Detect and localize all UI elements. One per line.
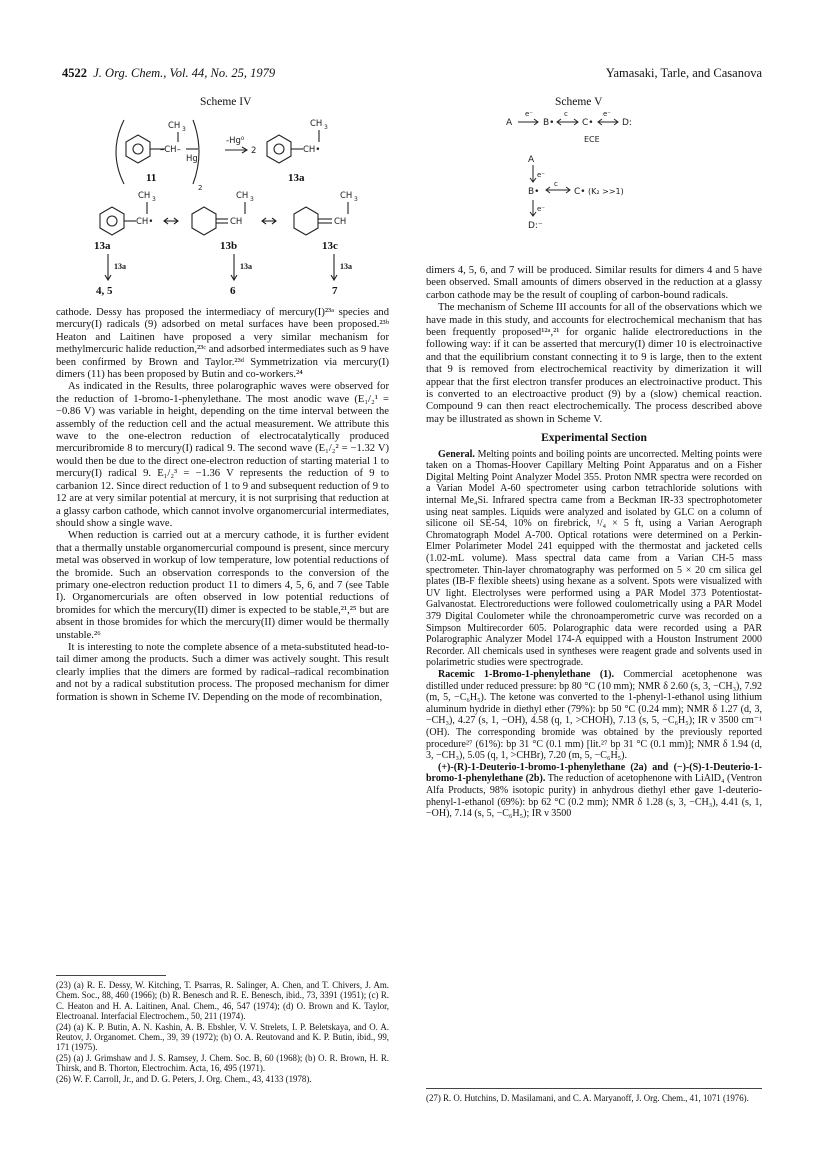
scheme-iv-label: 6 <box>230 285 236 297</box>
svg-text:3: 3 <box>182 126 186 133</box>
scheme-v-diagram <box>500 110 650 260</box>
svg-text:CH: CH <box>340 191 353 201</box>
running-header-authors: Yamasaki, Tarle, and Casanova <box>605 66 762 80</box>
paragraph: When reduction is carried out at a mercury cathode, it is further evident that a thermally unstable organomercurial compound is present, since mercury metal was observed in workup of low temperature, low potential reductions of the bromide. Such an observation corresponds to the conversion of the primary one-electron reduction product 11 to dimers 4, 5, 6, and 7 (see Table I). Organomercurials are often observed in low potential reductions of bromides for which the mercury(II) dimer is expected to be stable,²¹,²⁵ but are absent in those bromides for which the mercury(II) dimer would be thermally unstable.²⁶ <box>56 530 389 641</box>
scheme-v-title: Scheme V <box>555 96 603 108</box>
scheme-v-ece: ECE <box>584 135 600 144</box>
svg-text:D:⁻: D:⁻ <box>528 221 543 231</box>
svg-text:e⁻: e⁻ <box>537 171 546 179</box>
svg-text:CH: CH <box>236 191 249 201</box>
scheme-iv-diagram <box>90 112 380 302</box>
journal-citation: J. Org. Chem., Vol. 44, No. 25, 1979 <box>93 66 276 80</box>
svg-text:3: 3 <box>324 124 328 131</box>
scheme-iv-label: 7 <box>332 285 338 297</box>
svg-text:C•: C• <box>574 187 586 197</box>
paragraph-racemic <box>426 669 762 762</box>
svg-text:A: A <box>506 118 513 128</box>
svg-text:CH: CH <box>168 121 181 131</box>
left-column <box>56 307 389 704</box>
running-header-left <box>62 66 275 81</box>
svg-text:Hg: Hg <box>186 154 198 164</box>
svg-text:CH: CH <box>310 119 323 129</box>
scheme-v-k-note: (K₂ >>1) <box>588 187 624 196</box>
footnote: (23) (a) R. E. Dessy, W. Kitching, T. Psarras, R. Salinger, A. Chen, and T. Chivers, J. Am. Chem. Soc., 88, 460 (1966); (b) R. Benesch and R. E. Benesch, ibid., 73, 3391 (1951); (c) R. C. Heaton and H. A. Laitinen, Anal. Chem., 46, 547 (1974); (d) O. Brown and K. Taylor, Electroanal. Interfacial Electrochem., 50, 211 (1974). <box>56 980 389 1022</box>
svg-text:3: 3 <box>250 196 254 203</box>
svg-text:c: c <box>564 110 568 118</box>
footnote: (25) (a) J. Grimshaw and J. S. Ramsey, J. Chem. Soc. B, 60 (1968); (b) O. R. Brown, H. R. Thirsk, and B. Thorton, Electrochim. Acta, 16, 495 (1971). <box>56 1052 389 1074</box>
svg-text:e⁻: e⁻ <box>525 110 534 118</box>
scheme-iv-title: Scheme IV <box>200 96 252 108</box>
svg-text:e⁻: e⁻ <box>537 205 546 213</box>
run-in-head: (+)-(R)-1-Deuterio-1-bromo-1-phenylethane (2a) and (−)-(S)-1-Deuterio-1-bromo-1-phenylethane (2b). <box>426 761 762 785</box>
footnote: (24) (a) K. P. Butin, A. N. Kashin, A. B. Ebshler, V. V. Strelets, I. P. Beletskaya, and O. A. Reutov, J. Organomet. Chem., 39, 39 (1972); (b) O. A. Reutovand and K. P. Butin, ibid., 99, 171 (1975). <box>56 1021 389 1053</box>
section-heading: Experimental Section <box>541 432 647 445</box>
svg-text:3: 3 <box>354 196 358 203</box>
svg-text:3: 3 <box>152 196 156 203</box>
scheme-iv-label: 13c <box>322 240 338 252</box>
svg-text:2: 2 <box>251 146 257 156</box>
paragraph-text: Melting points and boiling points are uncorrected. Melting points were taken on a Thomas-Hoover Capillary Melting Point Apparatus and on a Fisher Digital Melting Point Analyzer Model 355. Proton NMR spectra were recorded on a Varian Model A-60 spectrometer using carbon tetrachloride solutions with internal Me₄Si. Infrared spectra came from a Beckman IR-33 spectrophotometer using neat samples. Liquids were analyzed and isolated by GLC on a column of silicone oil SE-54, 10% on firebrick, ¹/₄ × 5 ft, using a Varian Aerograph Chromatograph Model A-700. Optical rotations were determined on a Perkin-Elmer Polarimeter Model 241 equipped with the thermostat and jacketed cells (1.02-mL volume). Mass spectral data came from a Varian CH-5 mass spectrometer. Thin-layer chromatography was performed on 5 × 20 cm silica gel plates (IB-F flexible sheets) using hexane as a solvent. Spots were visualized with UV light. Electrolyses were performed using a PAR Model 373 Potentiostat-Galvanostat. Electroreductions were followed coulometrically using a PAR Model 379 Digital Coulometer while the chronoamperometric curve was recorded on a Simpson Multirecorder 605. Polarographic data were recorded using a PAR Polarographic Analyzer Model 174-A equipped with a Houston Instrument 2000 Recorder. All chemicals used in syntheses were reagent grade and solvents used in polarimetric studies were spectrograde. <box>426 448 762 669</box>
scheme-iv-label: 13a <box>94 240 111 252</box>
scheme-iv-label: 13a <box>340 262 352 271</box>
paragraph-text: Commercial acetophenone was distilled under reduced pressure: bp 80 °C (10 mm); NMR δ 2.60 (s, 3, −CH₃), 7.92 (m, 5, −C₆H₅). The ketone was converted to the 1-phenyl-1-ethanol using lithium aluminum hydride in diethyl ether (79%): bp 50 °C (0.24 mm); NMR δ 1.27 (d, 3, −CH₃), 4.27 (s, 1, −OH), 4.58 (q, 1, >CHOH), 7.13 (s, 5, −C₆H₅); IR ν 3500 cm⁻¹ (OH). The corresponding bromide was obtained by the previously reported procedure²⁷ (61%): bp 31 °C (0.1 mm) [lit.²⁷ bp 31 °C (0.1 mm)]; NMR δ 1.94 (d, 3, −CH₃), 5.05 (q, 1, >CHBr), 7.20 (m, 5, −C₆H₅). <box>426 668 763 762</box>
svg-text:e⁻: e⁻ <box>603 110 612 118</box>
scheme-iv-reagent: -Hg⁰ <box>226 136 245 146</box>
svg-text:CH: CH <box>334 217 347 227</box>
paragraph: As indicated in the Results, three polarographic waves were observed for the reduction of 1-bromo-1-phenylethane. The most anodic wave (E₁/₂¹ = −0.86 V) was variable in height, depending on the time interval between the assembly of the reduction cell and the actual measurement. We attribute this wave to the one-electron reduction of electrocatalytically produced mercuribromide 8 to mercury(I) radical 9. The second wave (E₁/₂² = −1.32 V) would then be due to the direct one-electron reduction of starting material 1 to mercury(I) radical 9. E₁/₂³ = −1.36 V represents the reduction of 9 to carbanion 12. Since direct reduction of 1 to 9 and subsequent reduction of 9 to 12 are at very similar potential at mercury, it is not surprising that reduction at a glassy carbon cathode, which cannot involve organomercurial intermediates, should show a single wave. <box>56 381 389 529</box>
scheme-iv-label: 4, 5 <box>96 285 113 297</box>
paragraph: It is interesting to note the complete absence of a meta-substituted head-to-tail dimer among the products. Such a dimer was actively sought. This result clearly implies that the dimers are formed by radical–radical recombination and not by a radical substitution process. The proposed mechanism for dimer formation is shown in Scheme IV. Depending on the mode of recombination, <box>56 641 389 703</box>
paragraph-general <box>426 449 762 669</box>
paragraph-deuterio <box>426 762 762 820</box>
svg-text:CH•: CH• <box>303 145 321 155</box>
paragraph-text: The reduction of acetophenone with LiAlD₄ (Ventron Alfa Products, 98% isotopic purity) in anhydrous diethyl ether gave 1-deuterio-phenyl-1-ethanol (69%): bp 62 °C (0.2 mm); NMR δ 1.28 (s, 3, −CH₃), 4.41 (s, 1, −OH), 7.14 (s, 5, −C₆H₅); IR ν 3500 <box>426 773 763 820</box>
page-number: 4522 <box>62 66 87 80</box>
footnote: (26) W. F. Carroll, Jr., and D. G. Peters, J. Org. Chem., 43, 4133 (1978). <box>56 1073 312 1084</box>
paragraph: cathode. Dessy has proposed the intermediacy of mercury(I)²³ᵃ species and mercury(I) radicals (9) adsorbed on metal surfaces have been proposed.²³ᵇ Heaton and Laitinen have proposed a very similar mechanism for methylmercuric halide reduction,²³ᶜ and adsorbed intermediates such as 9 have been confirmed by Brown and Taylor.²³ᵈ Symmetrization via mercury(I) dimers (11) has been proposed by Butin and co-workers.²⁴ <box>56 307 389 381</box>
svg-text:B•: B• <box>528 187 540 197</box>
svg-text:C•: C• <box>582 118 594 128</box>
paragraph: dimers 4, 5, 6, and 7 will be produced. Similar results for dimers 4 and 5 have been observed. Small amounts of dimers observed in the reduction at a glassy carbon cathode may be the result of coupling of carbon-bound radicals. <box>426 265 762 301</box>
svg-text:B•: B• <box>543 118 555 128</box>
scheme-iv-label: 13a <box>240 262 252 271</box>
footnotes-right <box>426 1093 762 1103</box>
run-in-head: General. <box>438 448 475 460</box>
svg-text:c: c <box>554 180 558 188</box>
scheme-iv-label: 13b <box>220 240 238 252</box>
footnotes-left <box>56 980 389 1084</box>
svg-text:CH: CH <box>230 217 243 227</box>
scheme-iv-label: 11 <box>146 172 157 184</box>
svg-text:CH•: CH• <box>136 217 154 227</box>
footnote-rule <box>426 1088 762 1089</box>
footnote: (27) R. O. Hutchins, D. Masilamani, and C. A. Maryanoff, J. Org. Chem., 41, 1071 (1976). <box>426 1093 749 1103</box>
svg-text:2: 2 <box>198 184 203 192</box>
run-in-head: Racemic 1-Bromo-1-phenylethane (1). <box>438 668 614 680</box>
scheme-iv-label: 13a <box>114 262 126 271</box>
svg-text:–CH–: –CH– <box>160 145 181 155</box>
paragraph: The mechanism of Scheme III accounts for all of the observations which we have made in this study, and accounts for electrochemical mechanism that has been frequently proposed¹²ᵃ,²¹ for organic halide electroreductions in the following way: if it can be asserted that mercury(I) dimer 10 is electroinactive and that the equilibrium constant connecting it to 9 is large, then to the extent that 9 is removed from electrochemical reactivity by dimerization it will appear that the first electron transfer produces an electroinactive product. This is converted to an electroactive product (9) by a (slow) chemical reaction. Compound 9 can then react electrochemically. The process described above may be illustrated as shown in Scheme V. <box>426 302 762 425</box>
svg-text:D:: D: <box>622 118 632 128</box>
footnote-rule <box>56 975 166 976</box>
svg-text:A: A <box>528 155 535 165</box>
scheme-iv-label: 13a <box>288 172 305 184</box>
right-column <box>426 265 762 820</box>
svg-text:CH: CH <box>138 191 151 201</box>
